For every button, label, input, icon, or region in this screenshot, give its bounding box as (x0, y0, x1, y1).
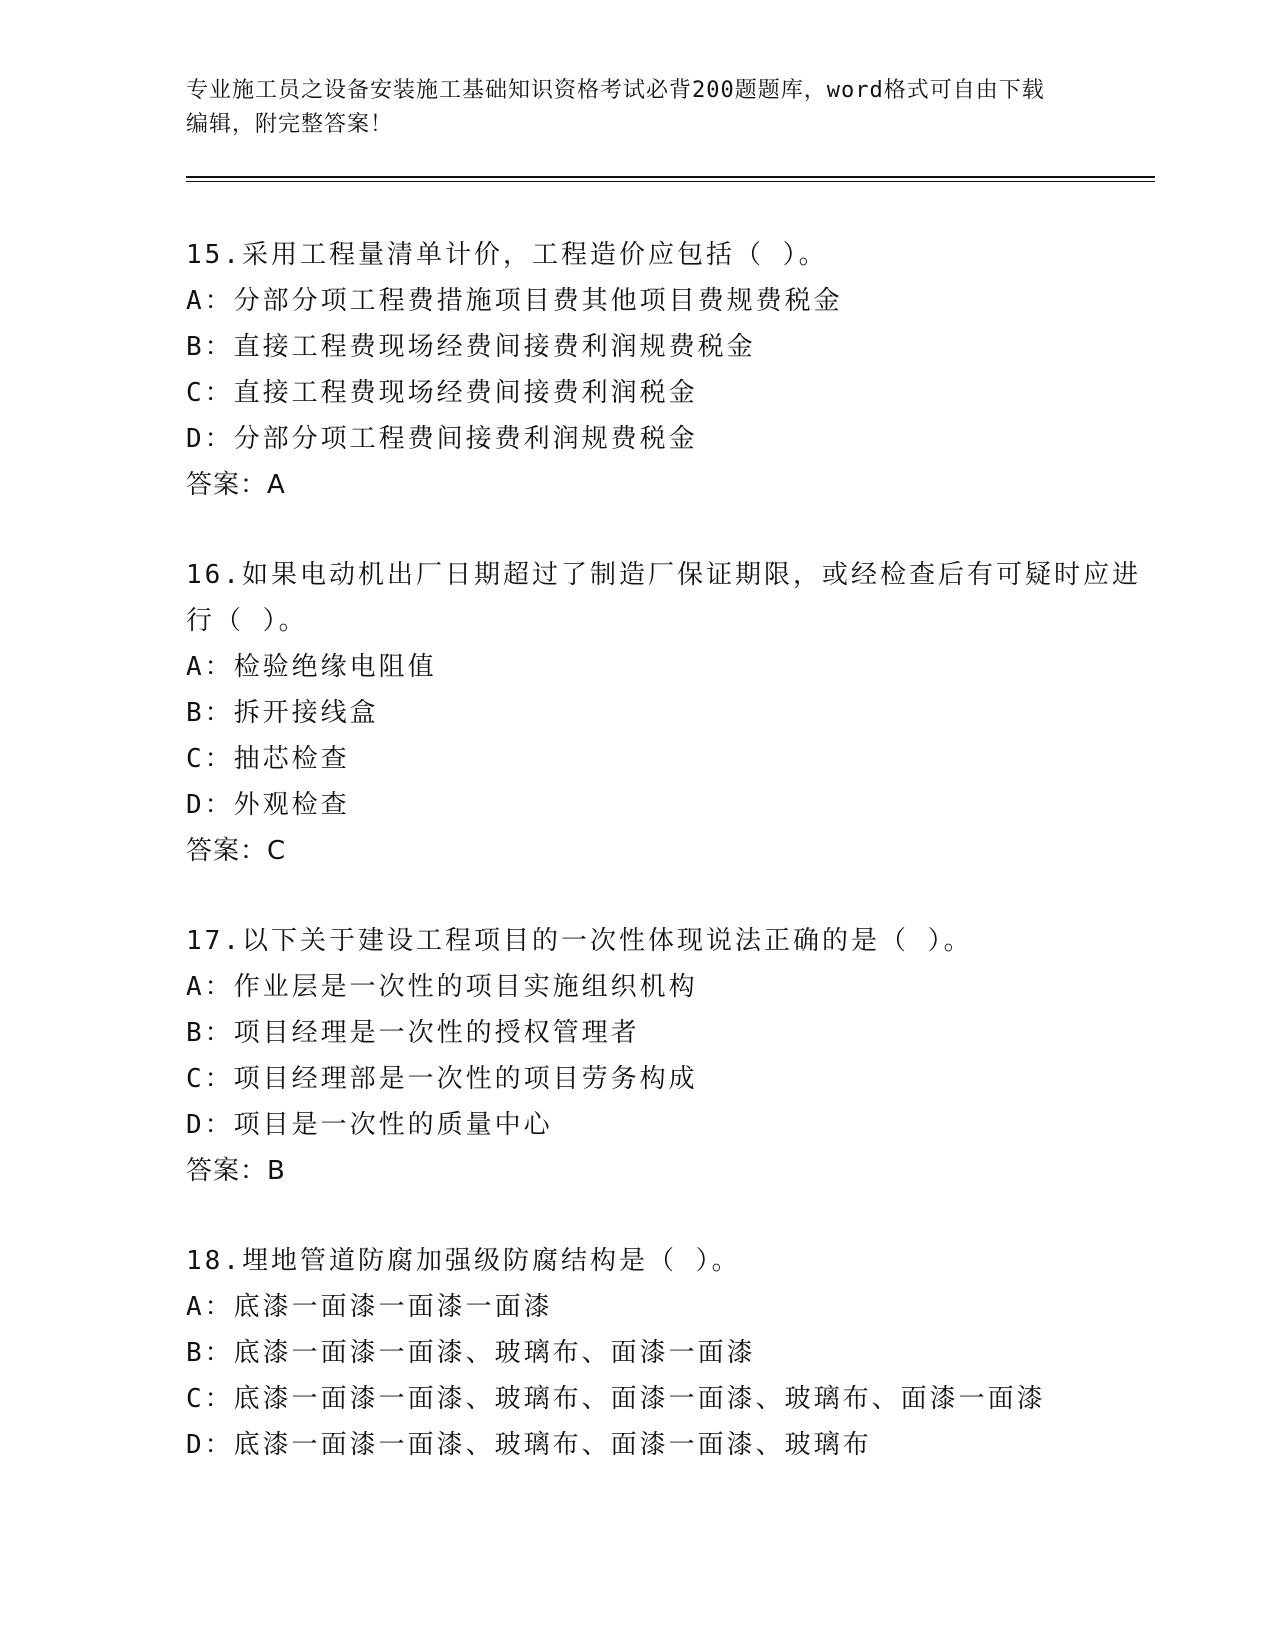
question-18 (186, 1238, 1166, 1468)
option-a: A：分部分项工程费措施项目费其他项目费规费税金 (186, 286, 843, 316)
option-c: C：直接工程费现场经费间接费利润税金 (186, 378, 698, 408)
option-b: B：直接工程费现场经费间接费利润规费税金 (186, 332, 756, 362)
answer: 答案：C (186, 836, 287, 866)
option-c: C：底漆一面漆一面漆、玻璃布、面漆一面漆、玻璃布、面漆一面漆 (186, 1384, 1046, 1414)
option-a: A：底漆一面漆一面漆一面漆 (186, 1292, 553, 1322)
answer: 答案：A (186, 470, 286, 500)
question-list (186, 232, 1166, 1512)
question-stem: 17.以下关于建设工程项目的一次性体现说法正确的是（ ）。 (186, 926, 973, 956)
question-stem: 16.如果电动机出厂日期超过了制造厂保证期限，或经检查后有可疑时应进行（ ）。 (186, 560, 1141, 636)
question-15 (186, 232, 1166, 508)
option-d: D：分部分项工程费间接费利润规费税金 (186, 424, 698, 454)
option-b: B：项目经理是一次性的授权管理者 (186, 1018, 640, 1048)
option-b: B：拆开接线盒 (186, 698, 379, 728)
option-d: D：外观检查 (186, 790, 350, 820)
option-c: C：抽芯检查 (186, 744, 350, 774)
header-divider-thin (186, 181, 1155, 182)
question-17 (186, 918, 1166, 1194)
question-stem: 15.采用工程量清单计价，工程造价应包括（ ）。 (186, 240, 828, 270)
question-stem: 18.埋地管道防腐加强级防腐结构是（ ）。 (186, 1246, 741, 1276)
option-c: C：项目经理部是一次性的项目劳务构成 (186, 1064, 698, 1094)
document-header: 专业施工员之设备安装施工基础知识资格考试必背200题题库，word格式可自由下载编辑，附完整答案！ (186, 78, 1045, 137)
option-a: A：作业层是一次性的项目实施组织机构 (186, 972, 698, 1002)
option-d: D：底漆一面漆一面漆、玻璃布、面漆一面漆、玻璃布 (186, 1430, 872, 1460)
option-a: A：检验绝缘电阻值 (186, 652, 437, 682)
option-b: B：底漆一面漆一面漆、玻璃布、面漆一面漆 (186, 1338, 756, 1368)
header-divider-thick (186, 176, 1155, 178)
answer: 答案：B (186, 1156, 286, 1186)
option-d: D：项目是一次性的质量中心 (186, 1110, 553, 1140)
question-16 (186, 552, 1166, 874)
